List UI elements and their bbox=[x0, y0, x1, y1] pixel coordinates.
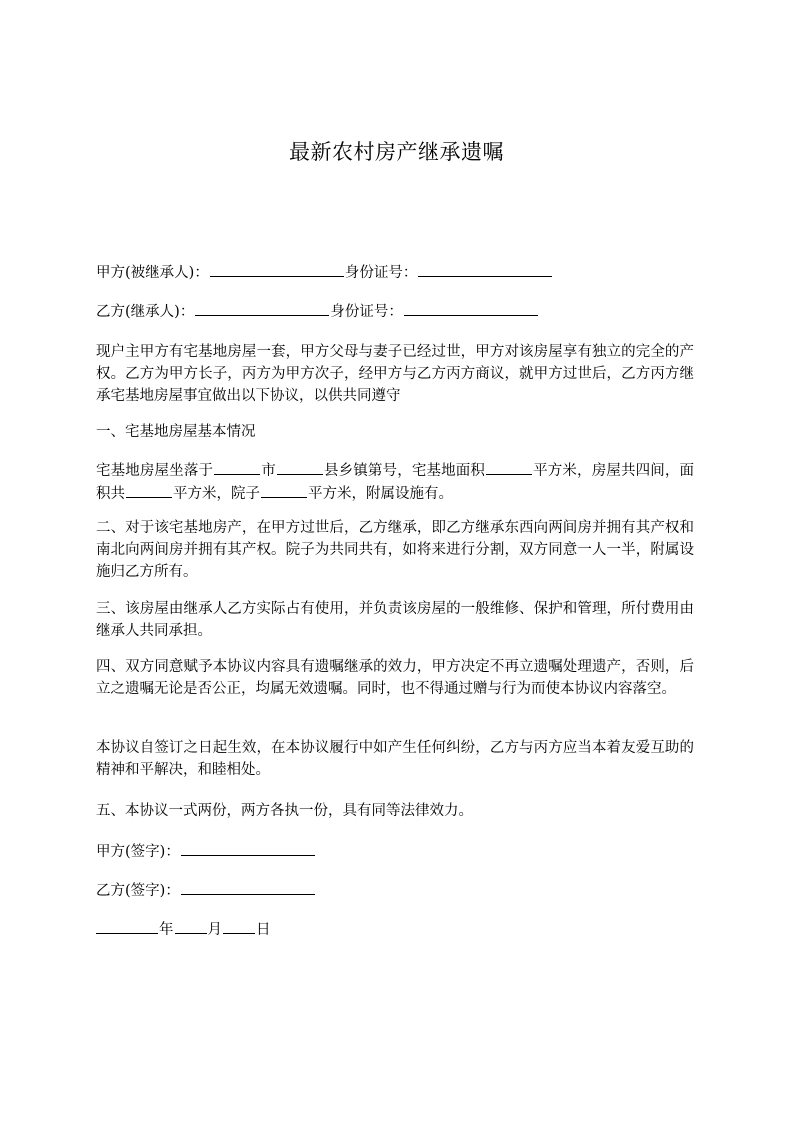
sign-b-line bbox=[96, 879, 316, 902]
party-b-id-label: 身份证号： bbox=[330, 304, 403, 320]
section1-text-6: 平方米，附属设施有。 bbox=[308, 486, 453, 502]
house-area-blank[interactable] bbox=[126, 482, 172, 498]
sign-a-label: 甲方(签字)： bbox=[96, 844, 180, 860]
year-blank[interactable] bbox=[96, 918, 158, 934]
section1-text-1: 宅基地房屋坐落于 bbox=[96, 463, 214, 479]
section1-text-3: 县乡镇第号，宅基地面积 bbox=[323, 463, 486, 479]
month-blank[interactable] bbox=[175, 918, 207, 934]
party-b-label: 乙方(继承人)： bbox=[96, 304, 195, 320]
sign-b-label: 乙方(签字)： bbox=[96, 883, 180, 899]
party-b-name-blank[interactable] bbox=[195, 300, 329, 316]
year-label: 年 bbox=[159, 922, 174, 938]
sign-a-line bbox=[96, 840, 316, 863]
party-a-line bbox=[96, 261, 553, 284]
date-line bbox=[96, 918, 271, 941]
effective-paragraph: 本协议自签订之日起生效，在本协议履行中如产生任何纠纷，乙方与丙方应当本着友爱互助的精神和平解决，和睦相处。 bbox=[96, 740, 694, 778]
intro-paragraph: 现户主甲方有宅基地房屋一套，甲方父母与妻子已经过世，甲方对该房屋享有独立的完全的产权。乙方为甲方长子，丙方为甲方次子，经甲方与乙方丙方商议，就甲方过世后，乙方丙方继承宅基地房屋事宜做出以下协议，以供共同遵守 bbox=[96, 344, 694, 404]
sign-b-blank[interactable] bbox=[181, 879, 315, 895]
land-area-blank[interactable] bbox=[486, 459, 532, 475]
section1-text-4: 平方米，房屋共四间，面积共 bbox=[96, 463, 695, 502]
day-label: 日 bbox=[256, 922, 271, 938]
section1-text-5: 平方米，院子 bbox=[173, 486, 260, 502]
section5-line: 五、本协议一式两份，两方各执一份，具有同等法律效力。 bbox=[96, 803, 473, 819]
month-label: 月 bbox=[207, 922, 222, 938]
section2-paragraph: 二、对于该宅基地房产，在甲方过世后，乙方继承，即乙方继承东西向两间房并拥有其产权和南北向两间房并拥有其产权。院子为共同共有，如将来进行分割，双方同意一人一半，附属设施归乙方所有。 bbox=[96, 520, 694, 580]
party-b-id-blank[interactable] bbox=[404, 300, 538, 316]
party-a-id-label: 身份证号： bbox=[344, 265, 418, 281]
party-a-label: 甲方(被继承人)： bbox=[96, 265, 209, 281]
sign-a-blank[interactable] bbox=[181, 840, 315, 856]
section1-text-2: 市 bbox=[261, 463, 276, 479]
section3-paragraph: 三、该房屋由继承人乙方实际占有使用，并负责该房屋的一般维修、保护和管理，所付费用由继承人共同承担。 bbox=[96, 601, 694, 639]
section4-paragraph: 四、双方同意赋予本协议内容具有遗嘱继承的效力，甲方决定不再立遗嘱处理遗产，否则，后立之遗嘱无论是否公正，均属无效遗嘱。同时，也不得通过赠与行为而使本协议内容落空。 bbox=[96, 659, 694, 697]
party-a-id-blank[interactable] bbox=[418, 261, 552, 277]
section1-heading: 一、宅基地房屋基本情况 bbox=[96, 424, 256, 440]
county-blank[interactable] bbox=[277, 459, 323, 475]
yard-area-blank[interactable] bbox=[261, 482, 307, 498]
section1-paragraph bbox=[96, 459, 694, 505]
city-blank[interactable] bbox=[214, 459, 260, 475]
document-title: 最新农村房产继承遗嘱 bbox=[289, 140, 504, 164]
day-blank[interactable] bbox=[223, 918, 255, 934]
party-b-line bbox=[96, 300, 539, 323]
party-a-name-blank[interactable] bbox=[210, 261, 344, 277]
